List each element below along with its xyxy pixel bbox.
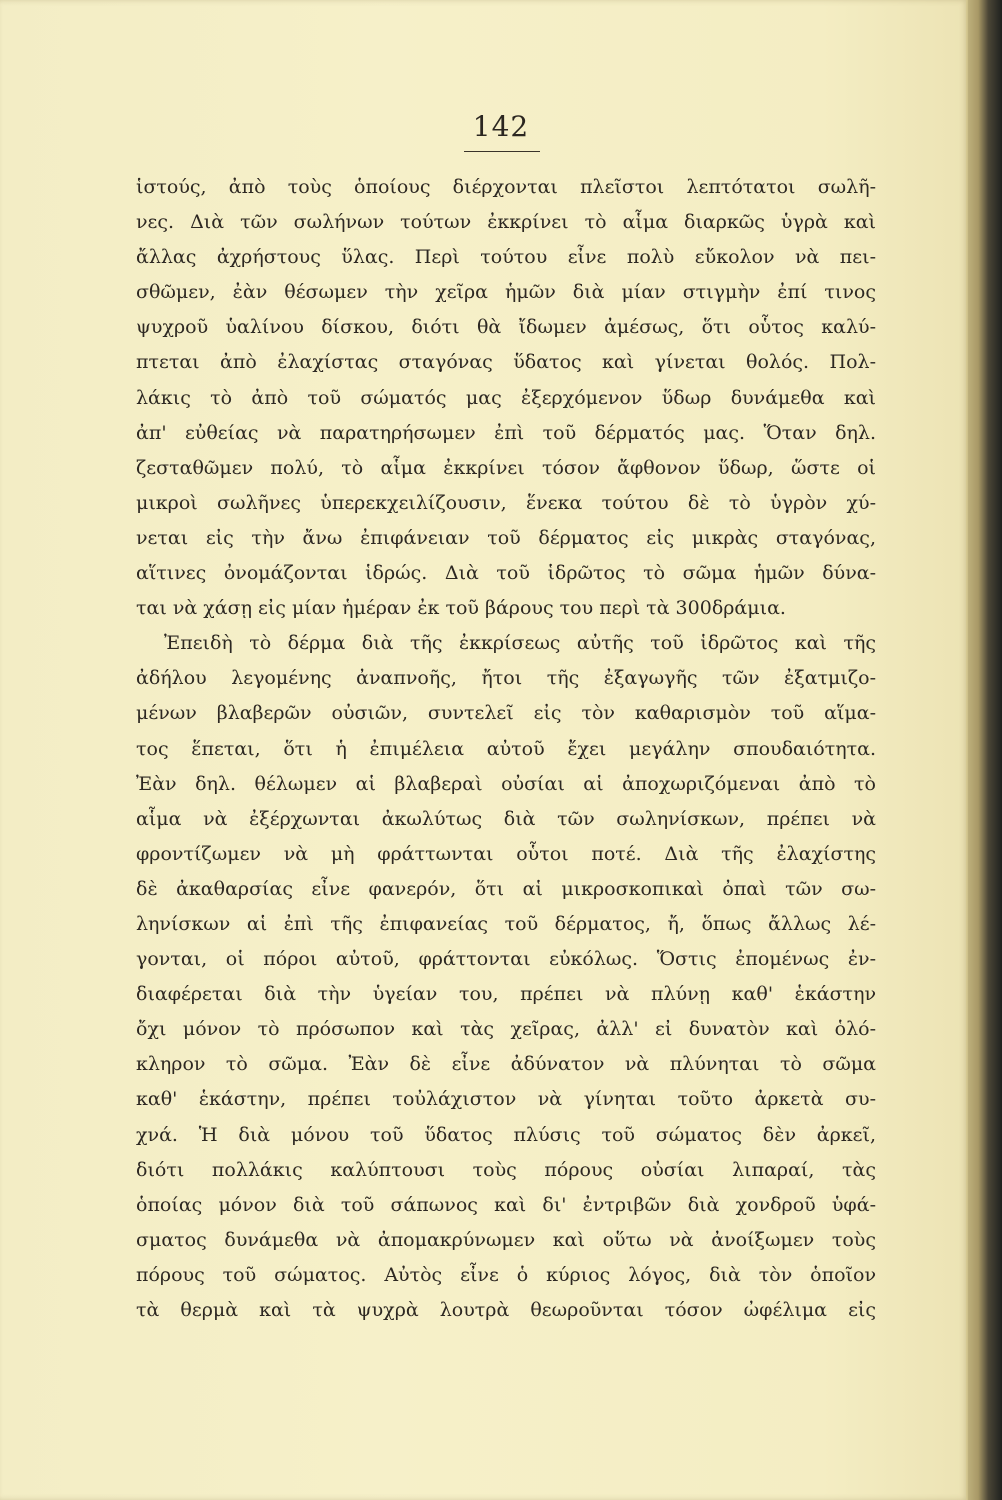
text-line: σθῶμεν, ἐὰν θέσωμεν τὴν χεῖρα ἡμῶν διὰ μίαν στιγμὴν ἐπί τινος bbox=[136, 281, 876, 304]
text-line: ὄχι μόνον τὸ πρόσωπον καὶ τὰς χεῖρας, ἀλλ' εἰ δυνατὸν καὶ ὁλό- bbox=[136, 1018, 876, 1041]
text-line: δὲ ἀκαθαρσίας εἶνε φανερόν, ὅτι αἱ μικροσκοπικαὶ ὀπαὶ τῶν σω- bbox=[136, 877, 876, 900]
text-line: αἵτινες ὀνομάζονται ἱδρώς. Διὰ τοῦ ἱδρῶτος τὸ σῶμα ἡμῶν δύνα- bbox=[136, 562, 876, 585]
text-line: ζεσταθῶμεν πολύ, τὸ αἷμα ἐκκρίνει τόσον ἄφθονον ὕδωρ, ὥστε οἱ bbox=[136, 456, 876, 479]
book-spine bbox=[968, 0, 1002, 1500]
text-line: μένων βλαβερῶν οὐσιῶν, συντελεῖ εἰς τὸν καθαρισμὸν τοῦ αἵμα- bbox=[136, 702, 876, 725]
text-line: χνά. Ἡ διὰ μόνου τοῦ ὕδατος πλύσις τοῦ σώματος δὲν ἀρκεῖ, bbox=[136, 1123, 876, 1146]
body-text bbox=[136, 170, 876, 1328]
text-line: πτεται ἀπὸ ἐλαχίστας σταγόνας ὕδατος καὶ γίνεται θολός. Πολ- bbox=[136, 351, 876, 374]
text-line: ἱστούς, ἀπὸ τοὺς ὁποίους διέρχονται πλεῖστοι λεπτότατοι σωλῆ- bbox=[136, 176, 876, 198]
text-line: φροντίζωμεν νὰ μὴ φράττωνται οὗτοι ποτέ. Διὰ τῆς ἐλαχίστης bbox=[136, 842, 876, 865]
text-line: ἀπ' εὐθείας νὰ παρατηρήσωμεν ἐπὶ τοῦ δέρματός μας. Ὅταν δηλ. bbox=[136, 421, 876, 444]
text-line: ἄλλας ἀχρήστους ὕλας. Περὶ τούτου εἶνε πολὺ εὔκολον νὰ πει- bbox=[136, 246, 876, 269]
page-number-rule bbox=[464, 151, 540, 152]
text-line: σματος δυνάμεθα νὰ ἀπομακρύνωμεν καὶ οὕτω νὰ ἀνοίξωμεν τοὺς bbox=[136, 1228, 876, 1251]
text-line: Ἐὰν δηλ. θέλωμεν αἱ βλαβεραὶ οὐσίαι αἱ ἀποχωριζόμεναι ἀπὸ τὸ bbox=[136, 772, 876, 795]
text-line: διότι πολλάκις καλύπτουσι τοὺς πόρους οὐσίαι λιπαραί, τὰς bbox=[136, 1158, 876, 1181]
text-line: πόρους τοῦ σώματος. Αὐτὸς εἶνε ὁ κύριος λόγος, διὰ τὸν ὁποῖον bbox=[136, 1263, 876, 1286]
text-line: Ἐπειδὴ τὸ δέρμα διὰ τῆς ἐκκρίσεως αὐτῆς τοῦ ἱδρῶτος καὶ τῆς bbox=[164, 632, 876, 655]
text-line: ται νὰ χάσῃ εἰς μίαν ἡμέραν ἐκ τοῦ βάρους του περὶ τὰ 300δράμια. bbox=[136, 597, 786, 620]
text-line: μικροὶ σωλῆνες ὑπερεκχειλίζουσιν, ἕνεκα τούτου δὲ τὸ ὑγρὸν χύ- bbox=[136, 491, 876, 514]
text-line: διαφέρεται διὰ τὴν ὑγείαν του, πρέπει νὰ πλύνῃ καθ' ἑκάστην bbox=[136, 983, 876, 1006]
text-line: ψυχροῦ ὑαλίνου δίσκου, διότι θὰ ἴδωμεν ἀμέσως, ὅτι οὗτος καλύ- bbox=[136, 316, 876, 339]
text-line: τὰ θερμὰ καὶ τὰ ψυχρὰ λουτρὰ θεωροῦνται τόσον ὠφέλιμα εἰς bbox=[136, 1299, 876, 1321]
text-line: ἀδήλου λεγομένης ἀναπνοῆς, ἤτοι τῆς ἐξαγωγῆς τῶν ἐξατμιζο- bbox=[136, 667, 876, 690]
text-line: νες. Διὰ τῶν σωλήνων τούτων ἐκκρίνει τὸ αἷμα διαρκῶς ὑγρὰ καὶ bbox=[136, 211, 876, 234]
text-line: λάκις τὸ ἀπὸ τοῦ σώματός μας ἐξερχόμενον ὕδωρ δυνάμεθα καὶ bbox=[136, 386, 876, 409]
text-line: ὁποίας μόνον διὰ τοῦ σάπωνος καὶ δι' ἐντριβῶν διὰ χονδροῦ ὑφά- bbox=[136, 1193, 876, 1216]
page-number: 142 bbox=[472, 110, 530, 143]
text-line: γονται, οἱ πόροι αὐτοῦ, φράττονται εὐκόλως. Ὅστις ἐπομένως ἐν- bbox=[136, 948, 876, 971]
text-line: τος ἕπεται, ὅτι ἡ ἐπιμέλεια αὐτοῦ ἔχει μεγάλην σπουδαιότητα. bbox=[136, 737, 876, 760]
text-line: κληρον τὸ σῶμα. Ἐὰν δὲ εἶνε ἀδύνατον νὰ πλύνηται τὸ σῶμα bbox=[136, 1053, 876, 1076]
text-line: καθ' ἑκάστην, πρέπει τοὐλάχιστον νὰ γίνηται τοῦτο ἀρκετὰ συ- bbox=[136, 1088, 876, 1111]
text-line: αἷμα νὰ ἐξέρχωνται ἀκωλύτως διὰ τῶν σωληνίσκων, πρέπει νὰ bbox=[136, 807, 876, 830]
text-line: νεται εἰς τὴν ἄνω ἐπιφάνειαν τοῦ δέρματος εἰς μικρὰς σταγόνας, bbox=[136, 526, 876, 549]
text-line: ληνίσκων αἱ ἐπὶ τῆς ἐπιφανείας τοῦ δέρματος, ἤ, ὅπως ἄλλως λέ- bbox=[136, 912, 876, 935]
